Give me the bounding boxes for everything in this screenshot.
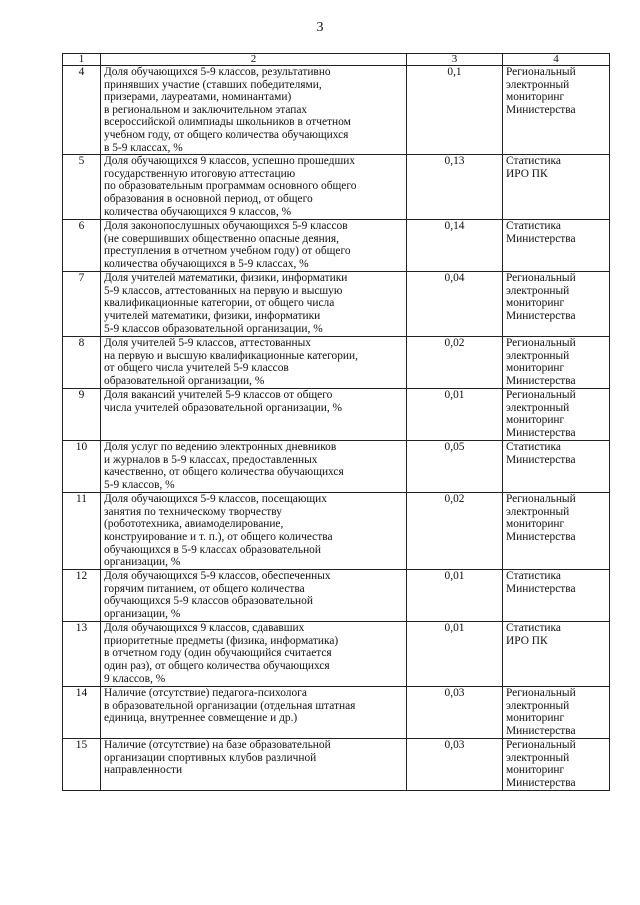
source-line: электронный	[506, 699, 570, 712]
source-line: Региональный	[506, 66, 576, 78]
description-line: образования в основной период, от общего	[104, 192, 313, 205]
description-line: 5-9 классов, %	[104, 478, 175, 491]
indicator-weight: 0,02	[407, 337, 503, 389]
indicator-weight: 0,14	[407, 220, 503, 272]
row-number: 4	[63, 66, 101, 155]
row-number: 6	[63, 220, 101, 272]
source-line: Статистика	[506, 155, 561, 168]
description-line: обучающихся в 5-9 классах образовательной	[104, 543, 321, 556]
table-body	[63, 66, 610, 791]
source-line: Статистика	[506, 622, 561, 635]
description-line: числа учителей образовательной организации, %	[104, 401, 343, 414]
description-line: в 5-9 классах, %	[104, 141, 183, 154]
indicator-weight: 0,05	[407, 441, 503, 493]
description-line: на первую и высшую квалификационные категории,	[104, 349, 358, 362]
data-source	[503, 570, 610, 622]
data-source	[503, 66, 610, 155]
source-line: Региональный	[506, 272, 576, 285]
description-line: количества обучающихся 9 классов, %	[104, 205, 292, 218]
row-number: 9	[63, 389, 101, 441]
description-line: Наличие (отсутствие) педагога-психолога	[104, 687, 307, 700]
description-line: Доля обучающихся 9 классов, успешно прошедших	[104, 155, 356, 168]
source-line: Региональный	[506, 739, 576, 752]
description-line: 5-9 классов, аттестованных на первую и высшую	[104, 284, 343, 297]
source-line: электронный	[506, 284, 570, 297]
table-row	[63, 570, 610, 622]
source-line: электронный	[506, 505, 570, 518]
table-row	[63, 622, 610, 687]
indicator-weight: 0,1	[407, 66, 503, 155]
source-line: Министерства	[506, 530, 576, 543]
description-line: Доля обучающихся 9 классов, сдававших	[104, 622, 305, 635]
description-line: организации, %	[104, 556, 181, 569]
source-line: электронный	[506, 401, 570, 414]
indicator-description	[101, 272, 407, 337]
description-line: (робототехника, авиамоделирование,	[104, 518, 284, 531]
description-line: конструирование и т. п.), от общего количества	[104, 530, 333, 543]
source-line: Статистика	[506, 220, 561, 233]
source-line: электронный	[506, 78, 570, 91]
source-line: Министерства	[506, 426, 576, 439]
description-line: по образовательным программам основного общего	[104, 180, 357, 193]
description-line: обучающихся 5-9 классов образовательной	[104, 595, 313, 608]
description-line: принявших участие (ставших победителями,	[104, 78, 322, 91]
source-line: Министерства	[506, 453, 576, 466]
description-line: 5-9 классов образовательной организации, %	[104, 322, 323, 335]
description-line: Доля вакансий учителей 5-9 классов от общего	[104, 389, 333, 402]
table-row	[63, 739, 610, 791]
data-source	[503, 687, 610, 739]
table-row	[63, 441, 610, 493]
source-line: ИРО ПК	[506, 167, 548, 180]
source-line: мониторинг	[506, 362, 565, 375]
source-line: Министерства	[506, 724, 576, 737]
description-line: занятия по техническому творчеству	[104, 505, 282, 518]
table-row	[63, 493, 610, 570]
source-line: Министерства	[506, 309, 576, 322]
data-source	[503, 493, 610, 570]
indicator-weight: 0,03	[407, 687, 503, 739]
description-line: качественно, от общего количества обучающихся	[104, 466, 344, 479]
description-line: Доля обучающихся 5-9 классов, обеспеченных	[104, 570, 331, 583]
description-line: всероссийской олимпиады школьников в отчетном	[104, 116, 351, 129]
description-line: 9 классов, %	[104, 672, 166, 685]
table-row	[63, 66, 610, 155]
description-line: количества обучающихся в 5-9 классах, %	[104, 257, 309, 270]
indicator-description	[101, 622, 407, 687]
row-number: 5	[63, 155, 101, 220]
source-line: электронный	[506, 349, 570, 362]
description-line: Доля услуг по ведению электронных дневников	[104, 441, 337, 454]
description-line: (не совершивших общественно опасные деяния,	[104, 232, 339, 245]
data-source	[503, 622, 610, 687]
indicator-description	[101, 220, 407, 272]
source-line: мониторинг	[506, 414, 565, 427]
description-line: учебном году, от общего количества обучающихся	[104, 128, 349, 141]
table-row	[63, 155, 610, 220]
description-line: призерами, лауреатами, номинантами)	[104, 91, 292, 104]
indicator-weight: 0,04	[407, 272, 503, 337]
row-number: 14	[63, 687, 101, 739]
data-source	[503, 155, 610, 220]
data-source	[503, 739, 610, 791]
description-line: в отчетном году (один обучающийся считается	[104, 647, 332, 660]
column-header: 3	[407, 54, 503, 66]
row-number: 12	[63, 570, 101, 622]
indicator-weight: 0,03	[407, 739, 503, 791]
description-line: один раз), от общего количества обучающихся	[104, 659, 330, 672]
source-line: мониторинг	[506, 297, 565, 310]
indicator-description	[101, 441, 407, 493]
source-line: электронный	[506, 751, 570, 764]
source-line: Статистика	[506, 570, 561, 583]
description-line: квалификационные категории, от общего числа	[104, 297, 335, 310]
description-line: преступления в отчетном учебном году) от общего	[104, 245, 351, 258]
description-line: Доля обучающихся 5-9 классов, результативно	[104, 66, 331, 78]
source-line: Региональный	[506, 687, 576, 700]
source-line: Министерства	[506, 103, 576, 116]
description-line: Доля учителей 5-9 классов, аттестованных	[104, 337, 311, 350]
description-line: приоритетные предметы (физика, информатика)	[104, 634, 339, 647]
source-line: мониторинг	[506, 91, 565, 104]
column-header: 4	[503, 54, 610, 66]
indicator-description	[101, 66, 407, 155]
description-line: образовательной организации, %	[104, 374, 265, 387]
description-line: в образовательной организации (отдельная штатная	[104, 699, 356, 712]
data-source	[503, 441, 610, 493]
description-line: Наличие (отсутствие) на базе образовательной	[104, 739, 331, 752]
indicators-table	[62, 53, 610, 791]
description-line: организации, %	[104, 607, 181, 620]
description-line: организации спортивных клубов различной	[104, 751, 317, 764]
description-line: Доля обучающихся 5-9 классов, посещающих	[104, 493, 327, 506]
source-line: Министерства	[506, 374, 576, 387]
table-row	[63, 272, 610, 337]
indicator-weight: 0,01	[407, 622, 503, 687]
source-line: ИРО ПК	[506, 634, 548, 647]
indicator-weight: 0,01	[407, 389, 503, 441]
description-line: в региональном и заключительном этапах	[104, 103, 308, 116]
row-number: 15	[63, 739, 101, 791]
description-line: направленности	[104, 764, 183, 777]
description-line: единица, внутреннее совмещение и др.)	[104, 712, 298, 725]
source-line: Министерства	[506, 232, 576, 245]
row-number: 11	[63, 493, 101, 570]
indicator-description	[101, 155, 407, 220]
source-line: Региональный	[506, 493, 576, 506]
row-number: 8	[63, 337, 101, 389]
description-line: и журналов в 5-9 классах, предоставленных	[104, 453, 318, 466]
description-line: Доля учителей математики, физики, информатики	[104, 272, 348, 285]
indicator-weight: 0,02	[407, 493, 503, 570]
column-header: 1	[63, 54, 101, 66]
indicator-weight: 0,01	[407, 570, 503, 622]
source-line: Региональный	[506, 389, 576, 402]
table-row	[63, 687, 610, 739]
source-line: мониторинг	[506, 764, 565, 777]
indicator-description	[101, 337, 407, 389]
row-number: 7	[63, 272, 101, 337]
data-source	[503, 220, 610, 272]
indicator-description	[101, 739, 407, 791]
table-row	[63, 389, 610, 441]
column-header: 2	[101, 54, 407, 66]
table-row	[63, 220, 610, 272]
description-line: Доля законопослушных обучающихся 5-9 классов	[104, 220, 348, 233]
source-line: Министерства	[506, 582, 576, 595]
description-line: учителей математики, физики, информатики	[104, 309, 321, 322]
source-line: мониторинг	[506, 518, 565, 531]
indicator-weight: 0,13	[407, 155, 503, 220]
row-number: 10	[63, 441, 101, 493]
source-line: Статистика	[506, 441, 561, 454]
table-row	[63, 337, 610, 389]
description-line: горячим питанием, от общего количества	[104, 582, 305, 595]
indicator-description	[101, 570, 407, 622]
source-line: мониторинг	[506, 712, 565, 725]
indicator-description	[101, 493, 407, 570]
indicator-description	[101, 389, 407, 441]
description-line: государственную итоговую аттестацию	[104, 167, 296, 180]
source-line: Региональный	[506, 337, 576, 350]
description-line: от общего числа учителей 5-9 классов	[104, 362, 289, 375]
page-number: 3	[316, 20, 324, 35]
table-header-row	[63, 54, 610, 66]
indicator-description	[101, 687, 407, 739]
source-line: Министерства	[506, 776, 576, 789]
data-source	[503, 272, 610, 337]
data-source	[503, 337, 610, 389]
data-source	[503, 389, 610, 441]
row-number: 13	[63, 622, 101, 687]
